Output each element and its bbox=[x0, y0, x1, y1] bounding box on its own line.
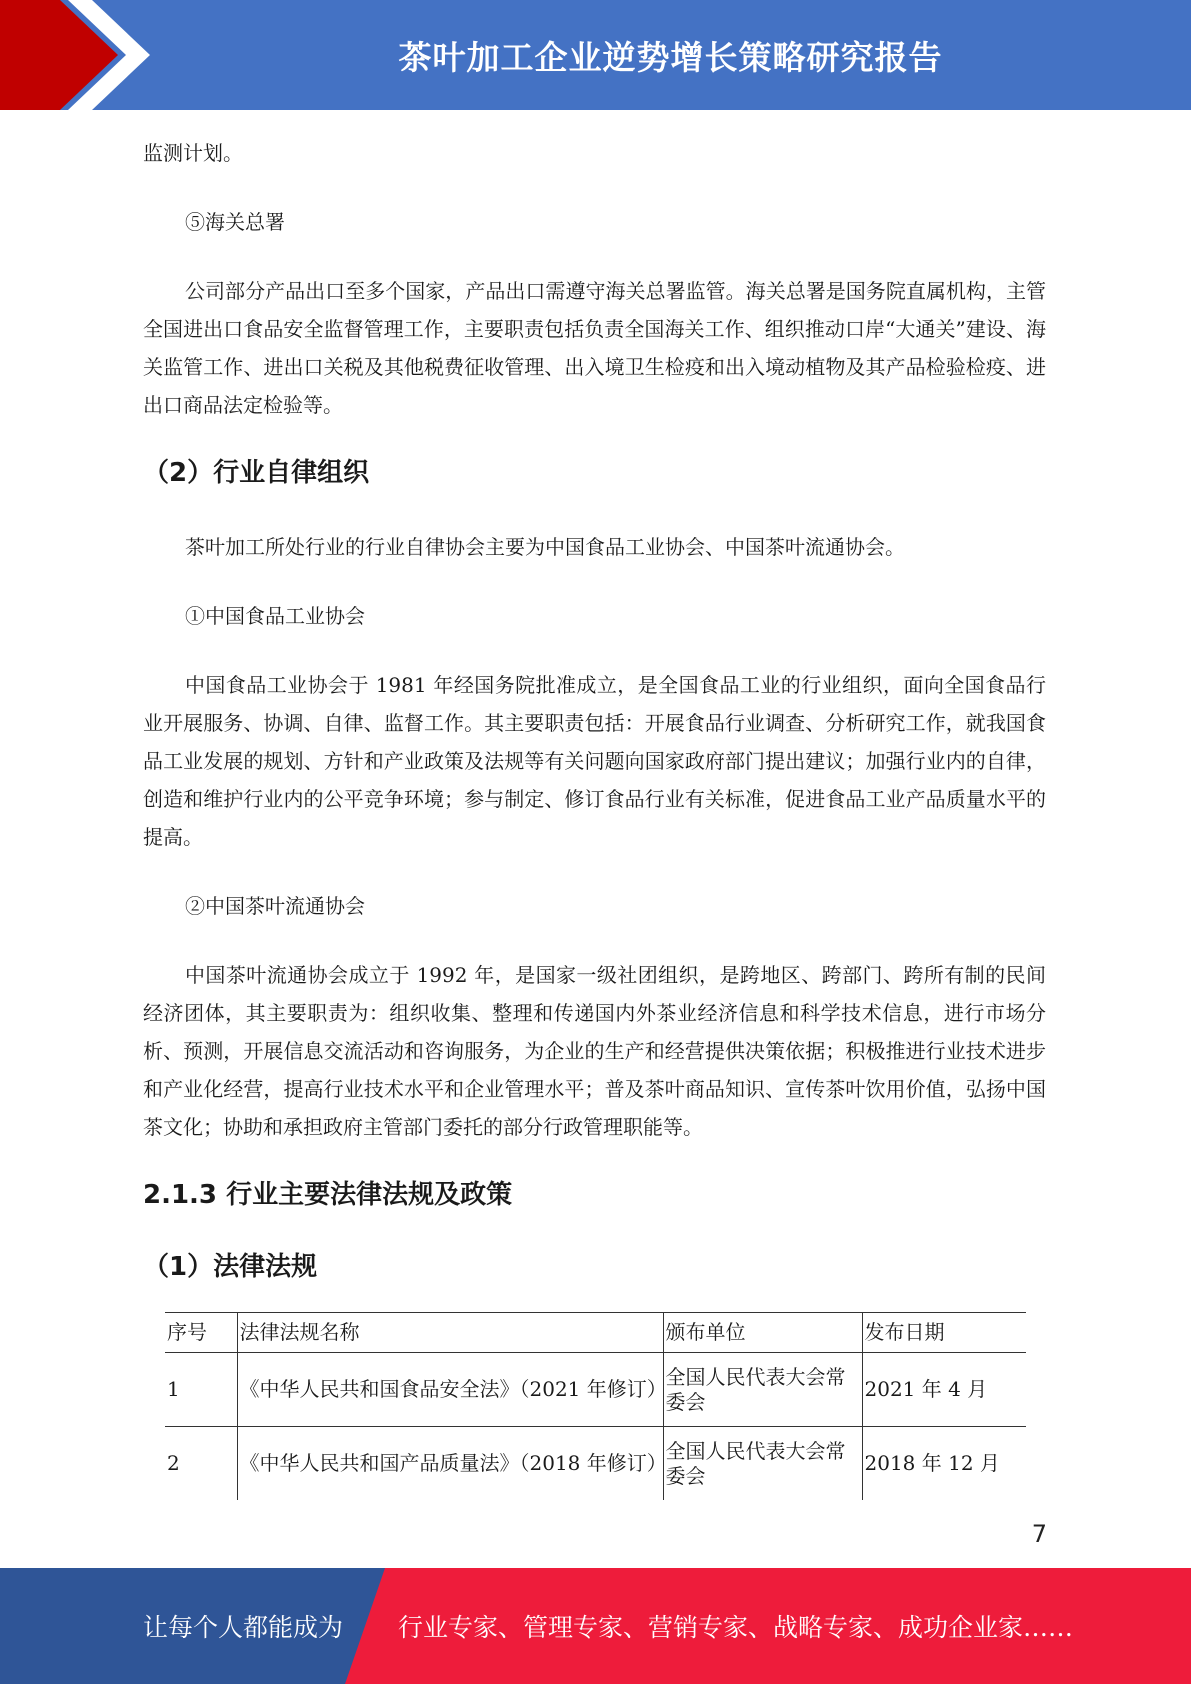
cell-name: 《中华人民共和国产品质量法》（2018 年修订） bbox=[237, 1427, 663, 1501]
footer-slogan-right: 行业专家、管理专家、营销专家、战略专家、成功企业家…… bbox=[398, 1613, 1074, 1642]
footer-slogan-left: 让每个人都能成为 bbox=[143, 1613, 344, 1642]
column-header-issuer: 颁布单位 bbox=[663, 1313, 862, 1353]
table-row bbox=[165, 1353, 1026, 1427]
table-row bbox=[165, 1427, 1026, 1501]
section-heading-laws-policies: 2.1.3 行业主要法律法规及政策 bbox=[143, 1180, 513, 1210]
cell-date: 2021 年 4 月 bbox=[862, 1353, 1026, 1427]
cell-issuer: 全国人民代表大会常委会 bbox=[663, 1427, 862, 1501]
paragraph-tea-circulation-association: 中国茶叶流通协会成立于 1992 年，是国家一级社团组织，是跨地区、跨部门、跨所有制的民间经济团体，其主要职责为：组织收集、整理和传递国内外茶业经济信息和科学技术信息，进行市场分析、预测，开展信息交流活动和咨询服务，为企业的生产和经营提供决策依据；积极推进行业技术进步和产业化经营，提高行业技术水平和企业管理水平；普及茶叶商品知识、宣传茶叶饮用价值，弘扬中国茶文化；协助和承担政府主管部门委托的部分行政管理职能等。 bbox=[143, 963, 1046, 1139]
page-footer bbox=[0, 1568, 1191, 1684]
paragraph-customs: 公司部分产品出口至多个国家，产品出口需遵守海关总署监管。海关总署是国务院直属机构，主管全国进出口食品安全监督管理工作，主要职责包括负责全国海关工作、组织推动口岸“大通关”建设、海关监管工作、进出口关税及其他税费征收管理、出入境卫生检疫和出入境动植物及其产品检验检疫、进出口商品法定检验等。 bbox=[143, 279, 1046, 417]
cell-index: 1 bbox=[165, 1353, 237, 1427]
section-heading-self-regulation: （2）行业自律组织 bbox=[143, 458, 370, 488]
item-tea-circulation-association: ②中国茶叶流通协会 bbox=[185, 894, 365, 918]
column-header-name: 法律法规名称 bbox=[237, 1313, 663, 1353]
cell-index: 2 bbox=[167, 1451, 180, 1475]
paragraph-food-industry-association: 中国食品工业协会于 1981 年经国务院批准成立，是全国食品工业的行业组织，面向全国食品行业开展服务、协调、自律、监督工作。其主要职责包括：开展食品行业调查、分析研究工作，就我国食品工业发展的规划、方针和产业政策及法规等有关问题向国家政府部门提出建议；加强行业内的自律，创造和维护行业内的公平竞争环境；参与制定、修订食品行业有关标准，促进食品工业产品质量水平的提高。 bbox=[143, 673, 1046, 849]
paragraph-self-regulation: 茶叶加工所处行业的行业自律协会主要为中国食品工业协会、中国茶叶流通协会。 bbox=[185, 535, 905, 559]
table-header-row bbox=[165, 1313, 1026, 1353]
report-title: 茶叶加工企业逆势增长策略研究报告 bbox=[398, 37, 943, 77]
cell-date: 2018 年 12 月 bbox=[862, 1427, 1026, 1501]
section-heading-laws: （1）法律法规 bbox=[143, 1252, 318, 1282]
cell-name: 《中华人民共和国食品安全法》（2021 年修订） bbox=[237, 1353, 663, 1427]
column-header-index: 序号 bbox=[165, 1313, 237, 1353]
column-header-date: 发布日期 bbox=[862, 1313, 1026, 1353]
item-customs-heading: ⑤海关总署 bbox=[185, 210, 285, 234]
page-header bbox=[0, 0, 1191, 110]
page-number: 7 bbox=[1031, 1520, 1047, 1548]
laws-table bbox=[165, 1312, 1026, 1500]
item-food-industry-association: ①中国食品工业协会 bbox=[185, 604, 365, 628]
cell-issuer: 全国人民代表大会常委会 bbox=[663, 1353, 862, 1427]
paragraph-continuation: 监测计划。 bbox=[143, 141, 243, 165]
